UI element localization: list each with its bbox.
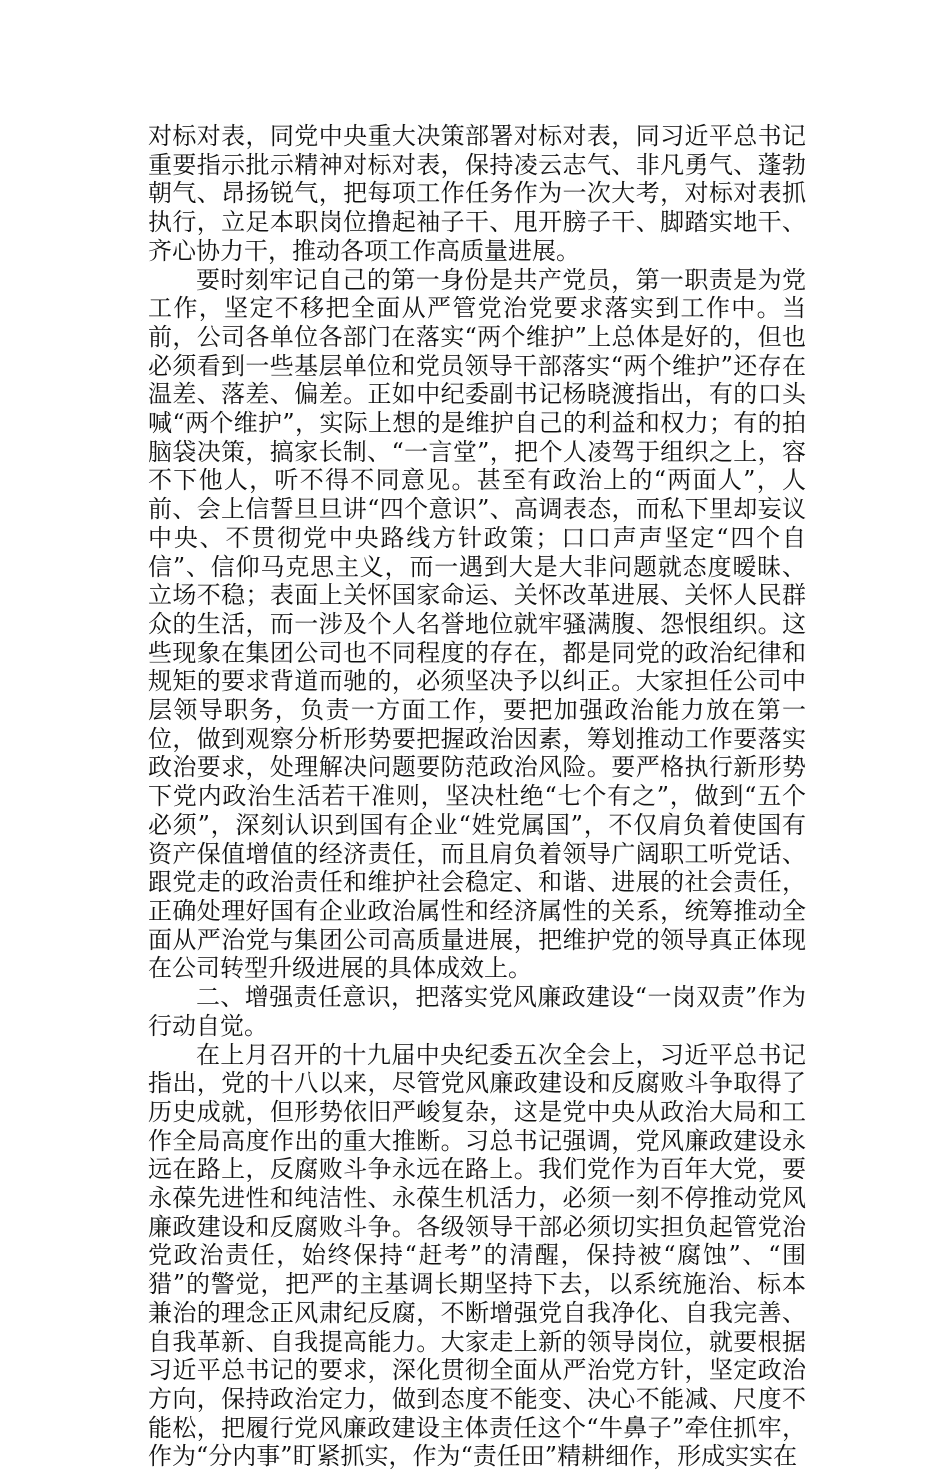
paragraph-2: 要时刻牢记自己的第一身份是共产党员，第一职责是为党工作，坚定不移把全面从严管党治党要求落实到工作中。当前，公司各单位各部门在落实“两个维护”上总体是好的，但也必须看到一些基层单位和党员领导干部落实“两个维护”还存在温差、落差、偏差。正如中纪委副书记杨晓渡指出，有的口头喊“两个维护”，实际上想的是维护自己的利益和权力；有的拍脑袋决策，搞家长制、“一言堂”，把个人凌驾于组织之上，容不下他人，听不得不同意见。甚至有政治上的“两面人”，人前、会上信誓旦旦讲“四个意识”、高调表态，而私下里却妄议中央、不贯彻党中央路线方针政策；口口声声坚定“四个自信”、信仰马克思主义，而一遇到大是大非问题就态度暧昧、立场不稳；表面上关怀国家命运、关怀改革进展、关怀人民群众的生活，而一涉及个人名誉地位就牢骚满腹、怨恨组织。这些现象在集团公司也不同程度的存在，都是同党的政治纪律和规矩的要求背道而驰的，必须坚决予以纠正。大家担任公司中层领导职务，负责一方面工作，要把加强政治能力放在第一位，做到观察分析形势要把握政治因素，筹划推动工作要落实政治要求，处理解决问题要防范政治风险。要严格执行新形势下党内政治生活若干准则，坚决杜绝“七个有之”，做到“五个必须”，深刻认识到国有企业“姓党属国”，不仅肩负着使国有资产保值增值的经济责任，而且肩负着领导广阔职工听党话、跟党走的政治责任和维护社会稳定、和谐、进展的社会责任，正确处理好国有企业政治属性和经济属性的关系，统筹推动全面从严治党与集团公司高质量进展，把维护党的领导真正体现在公司转型升级进展的具体成效上。 xyxy=(148,266,806,984)
paragraph-3: 在上月召开的十九届中央纪委五次全会上，习近平总书记指出，党的十八以来，尽管党风廉政建设和反腐败斗争取得了历史成就，但形势依旧严峻复杂，这是党中央从政治大局和工作全局高度作出的重大推断。习总书记强调，党风廉政建设永远在路上，反腐败斗争永远在路上。我们党作为百年大党，要永葆先进性和纯洁性、永葆生机活力，必须一刻不停推动党风廉政建设和反腐败斗争。各级领导干部必须切实担负起管党治党政治责任，始终保持“赶考”的清醒，保持被“腐蚀”、“围猎”的警觉，把严的主基调长期坚持下去，以系统施治、标本兼治的理念正风肃纪反腐，不断增强党自我净化、自我完善、自我革新、自我提高能力。大家走上新的领导岗位，就要根据习近平总书记的要求，深化贯彻全面从严治党方针，坚定政治方向，保持政治定力，做到态度不能变、决心不能减、尺度不能松，把履行党风廉政建设主体责任这个“牛鼻子”牵住抓牢，作为“分内事”盯紧抓实，作为“责任田”精耕细作，形成实实在 xyxy=(148,1041,806,1471)
document-page xyxy=(148,122,806,1471)
paragraph-1: 对标对表，同党中央重大决策部署对标对表，同习近平总书记重要指示批示精神对标对表，保持凌云志气、非凡勇气、蓬勃朝气、昂扬锐气，把每项工作任务作为一次大考，对标对表抓执行，立足本职岗位撸起袖子干、甩开膀子干、脚踏实地干、齐心协力干，推动各项工作高质量进展。 xyxy=(148,122,806,266)
section-heading-2: 二、增强责任意识，把落实党风廉政建设“一岗双责”作为行动自觉。 xyxy=(148,983,806,1040)
